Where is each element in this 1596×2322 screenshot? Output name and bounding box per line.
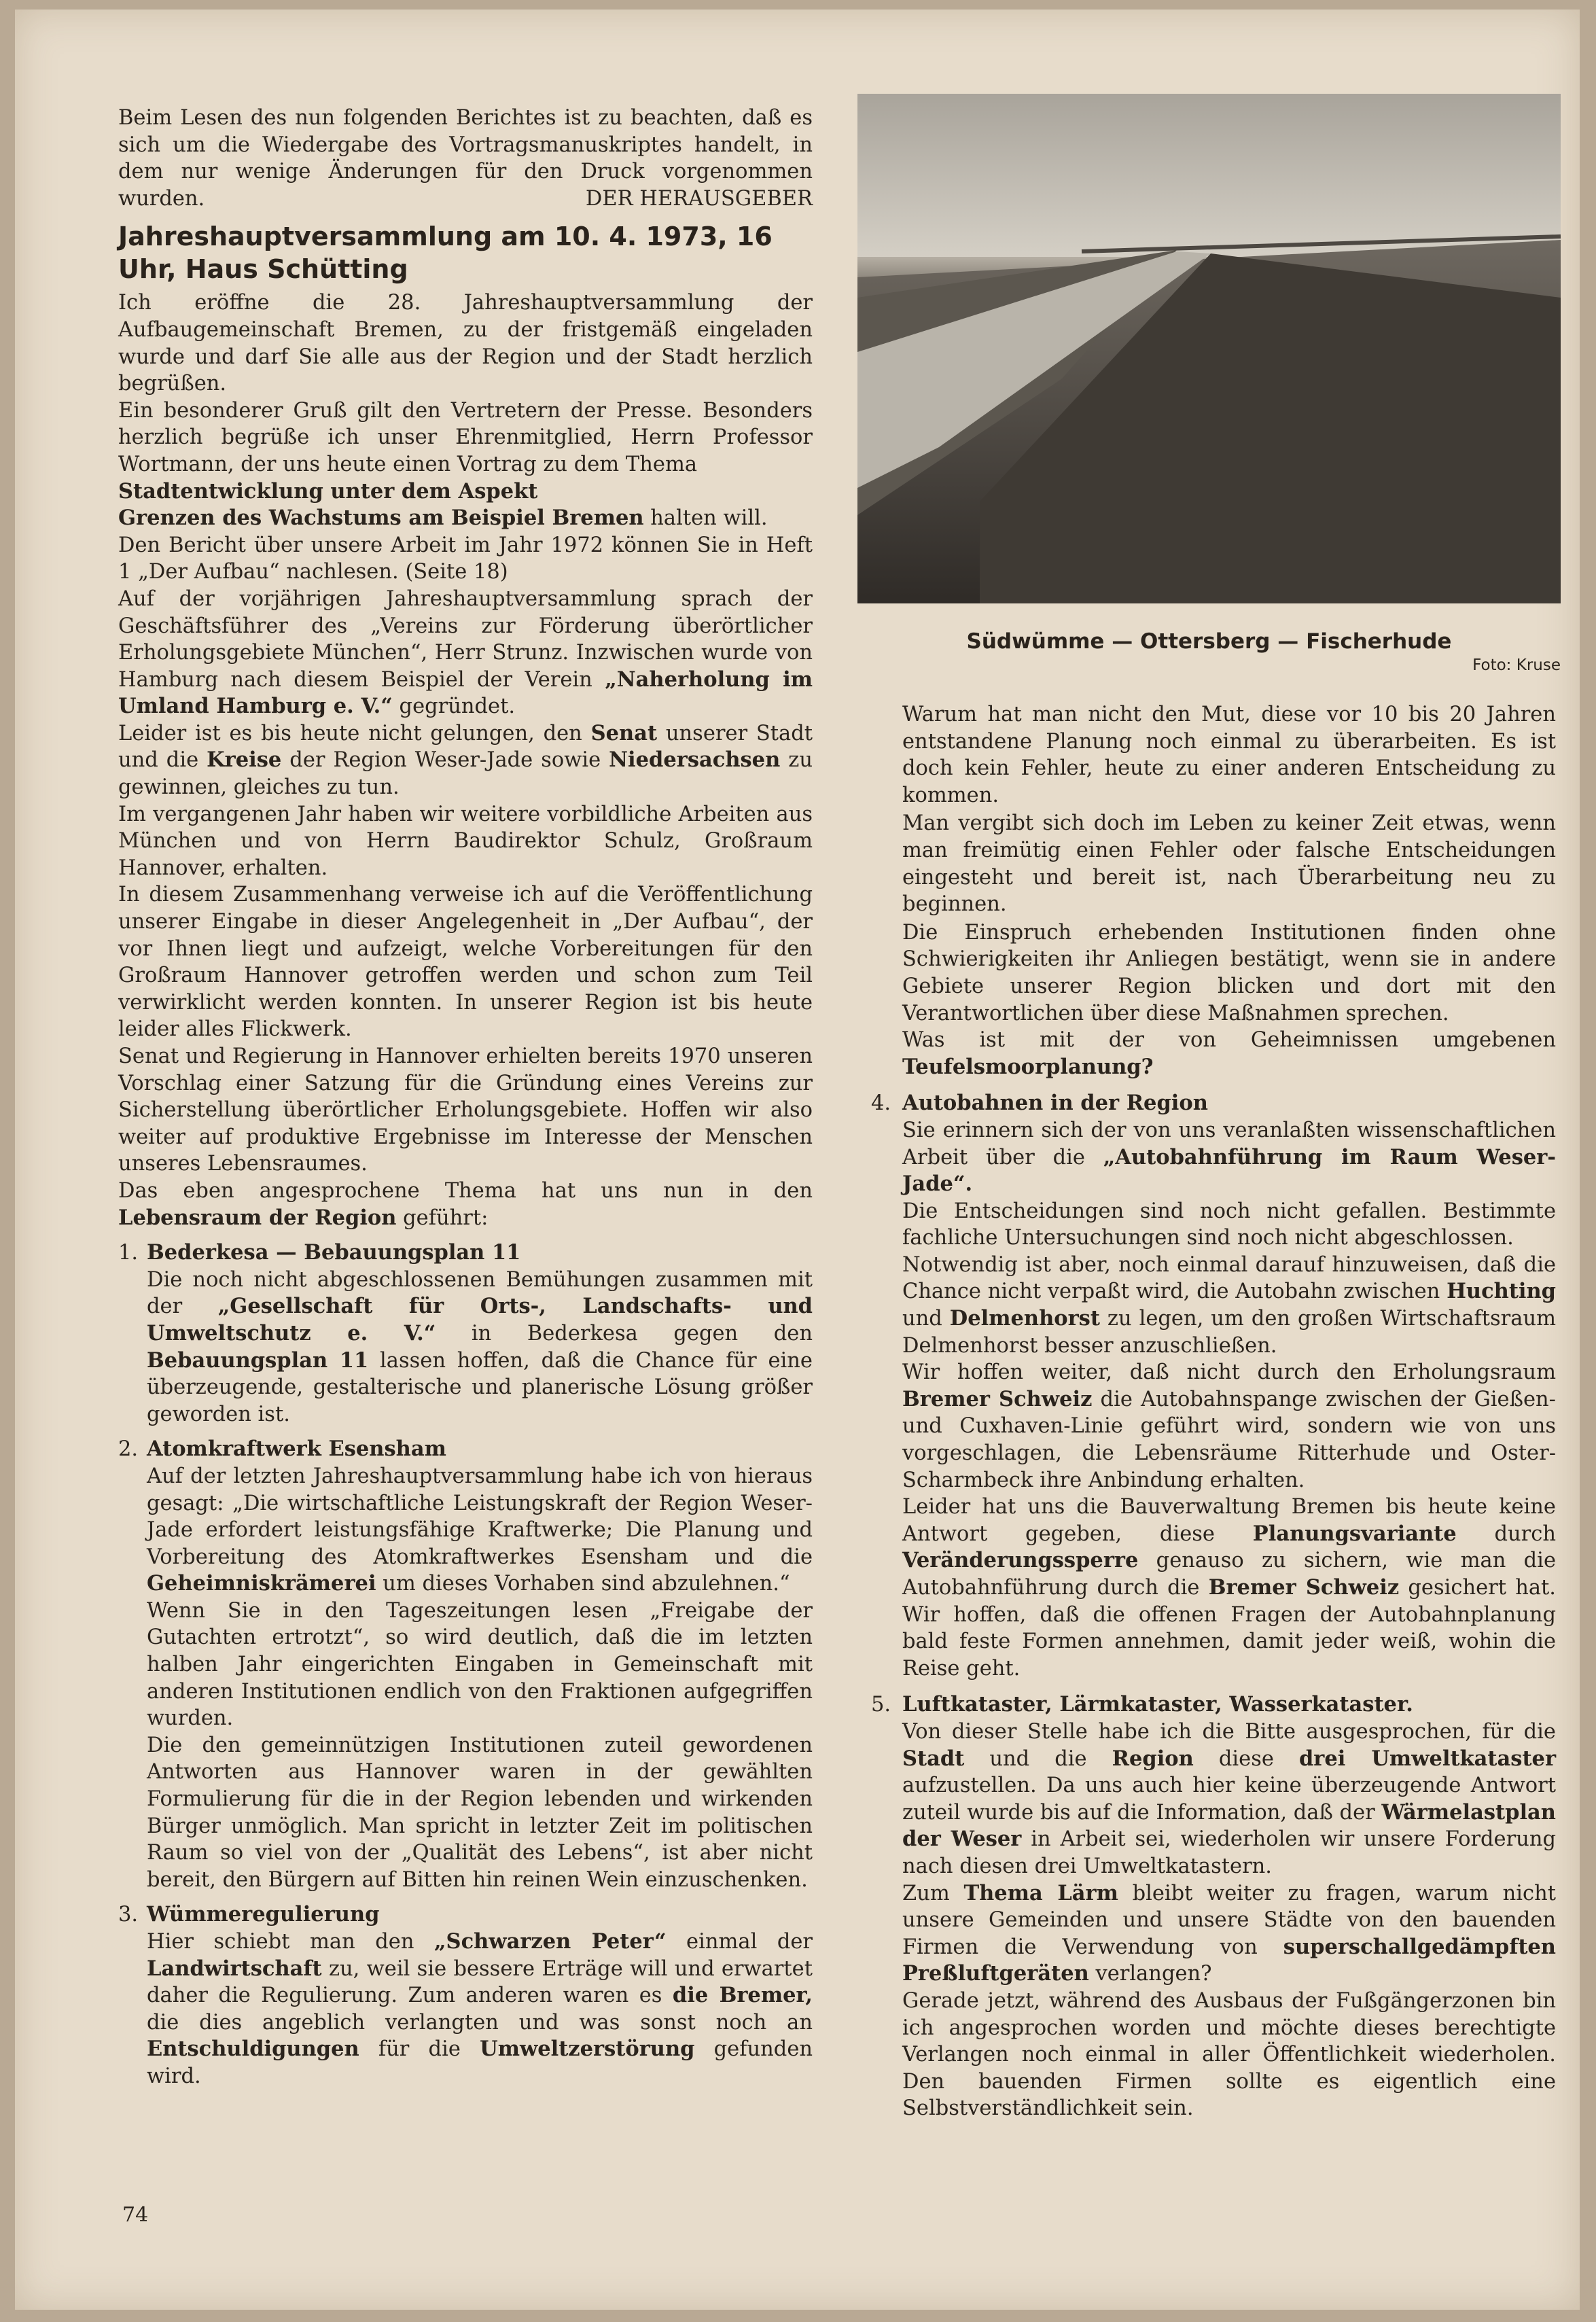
editor-signature: DER HERAUSGEBER bbox=[585, 186, 813, 211]
bold-span: „Autobahnführung im Raum Weser-Jade“. bbox=[902, 1144, 1556, 1197]
item-number: 3. bbox=[118, 1903, 139, 1927]
text-span: in Arbeit sei, wiederholen wir unsere Forderung nach diesen drei Umweltkatastern. bbox=[902, 1827, 1556, 1878]
paragraph: Die Entscheidungen sind noch nicht gefallen. Bestimmte fachliche Untersuchungen sind noch nicht abgeschlossen. bbox=[902, 1199, 1556, 1250]
bold-span: Entschuldigungen bbox=[147, 2037, 359, 2062]
text-span: zu gewinnen, gleiches zu tun. bbox=[118, 748, 813, 800]
paragraph: Im vergangenen Jahr haben wir weitere vorbildliche Arbeiten aus München und von Herrn Baudirektor Schulz, Großraum Hannover, erhalten. bbox=[118, 802, 813, 880]
bold-span: Kreise bbox=[207, 747, 282, 773]
text-span: Zum bbox=[902, 1881, 950, 1905]
item-number: 5. bbox=[871, 1693, 891, 1717]
text-span: einmal der bbox=[686, 1930, 813, 1954]
text-span: gesichert hat. Wir hoffen, daß die offenen Fragen der Autobahnplanung bald feste Formen annehmen, damit jeder weiß, wohin die Reise geht. bbox=[902, 1576, 1556, 1681]
text-span: die dies angeblich verlangten und was sonst noch an bbox=[147, 2010, 813, 2035]
lecture-topic-bold: Grenzen des Wachstums am Beispiel Bremen bbox=[118, 506, 644, 531]
text-span: gegründet. bbox=[399, 694, 516, 719]
text-span: lassen hoffen, daß die Chance für eine überzeugende, gestalterische und planerische Lösung größer geworden ist. bbox=[147, 1348, 813, 1426]
paragraph: Die Einspruch erhebenden Institutionen finden ohne Schwierigkeiten ihr Anliegen bestätigt, wenn sie in andere Gebiete unserer Region blicken und dort mit den Verantwortlichen über diese Maßnahmen sprechen. bbox=[902, 920, 1556, 1025]
paragraph bbox=[118, 1178, 813, 1231]
bold-span: „Naherholung im Umland Hamburg e. V.“ bbox=[118, 667, 813, 719]
text-span: die Autobahnspange zwischen der Gießen- und Cuxhaven-Linie geführt wird, sondern wie von uns vorgeschlagen, die Lebensräume Ritterhude und Oster-Scharmbeck ihre Anbindung erhalten. bbox=[902, 1387, 1556, 1492]
paragraph bbox=[118, 586, 813, 720]
bold-span: Bremer Schweiz bbox=[1208, 1575, 1400, 1600]
paragraph: In diesem Zusammenhang verweise ich auf die Veröffentlichung unserer Eingabe in dieser Angelegenheit in „Der Aufbau“, der vor Ihnen liegt und aufzeigt, welche Vorbereitungen für den Großraum Hannover getroffen werden und schon zum Teil verwirklicht werden konnten. In unserer Region ist bis heute leider alles Flickwerk. bbox=[118, 883, 813, 1042]
photo-illustration bbox=[857, 94, 1561, 603]
item-heading: Atomkraftwerk Esensham bbox=[147, 1437, 446, 1462]
text-span: bleibt weiter zu fragen, warum nicht unsere Gemeinden und unsere Städte von den bauenden Firmen die Verwendung von bbox=[902, 1881, 1557, 1959]
text-span: zu, weil sie bessere Erträge will und erwartet daher die Regulierung. Zum anderen waren es bbox=[147, 1956, 813, 2008]
text-span: Die noch nicht abgeschlossenen Bemühungen zusammen mit der bbox=[147, 1267, 813, 1319]
text-span: gefunden wird. bbox=[147, 2037, 813, 2088]
right-column bbox=[856, 701, 1556, 2122]
text-span: geführt: bbox=[403, 1206, 489, 1230]
bold-span: Niedersachsen bbox=[609, 747, 781, 773]
paragraph bbox=[147, 1267, 813, 1428]
text-span: und die bbox=[989, 1746, 1087, 1771]
bold-span: Thema Lärm bbox=[963, 1880, 1118, 1905]
list-item-5 bbox=[856, 1691, 1556, 2122]
list-item-3 bbox=[118, 1901, 813, 2090]
text-span: in Bederkesa gegen den bbox=[471, 1321, 813, 1345]
text-span: Leider ist es bis heute nicht gelungen, den bbox=[118, 721, 582, 745]
bold-span: Teufelsmoorplanung? bbox=[902, 1054, 1154, 1079]
text-span: um dieses Vorhaben sind abzulehnen.“ bbox=[383, 1572, 790, 1596]
text-span: Auf der letzten Jahreshauptversammlung habe ich von hieraus gesagt: „Die wirtschaftliche Leistungskraft der Region Weser-Jade erfordert leistungsfähige Kraftwerke; Die Planung und Vorbereitung des Atomkraftwerkes Esensham und die bbox=[147, 1464, 813, 1569]
paragraph: Ich eröffne die 28. Jahreshauptversammlung der Aufbaugemeinschaft Bremen, zu der fristgemäß eingeladen wurde und darf Sie alle aus der Region und der Stadt herzlich begrüßen. bbox=[118, 291, 813, 396]
left-column bbox=[118, 105, 813, 2090]
bold-span: die Bremer, bbox=[672, 1983, 813, 2008]
text-span: Sie erinnern sich der von uns veranlaßten wissenschaftlichen Arbeit über die bbox=[902, 1118, 1556, 1169]
bold-span: Delmenhorst bbox=[949, 1306, 1100, 1331]
paragraph bbox=[902, 1117, 1556, 1198]
bold-span: Umweltzerstörung bbox=[480, 2037, 695, 2062]
photo-caption: Südwümme — Ottersberg — Fischerhude bbox=[966, 629, 1452, 654]
lecture-topic-line-1: Stadtentwicklung unter dem Aspekt bbox=[118, 478, 538, 504]
item-number: 1. bbox=[118, 1241, 139, 1265]
text-span: durch bbox=[1494, 1521, 1556, 1546]
editor-note-text: Beim Lesen des nun folgenden Berichtes ist zu beachten, daß es sich um die Wiedergabe des Vortragsmanuskriptes handelt, in dem nur wenige Änderungen für den Druck vorgenommen wurden. bbox=[118, 106, 813, 211]
text-span: Wir hoffen weiter, daß nicht durch den Erholungsraum bbox=[902, 1360, 1556, 1385]
bold-span: Landwirtschaft bbox=[147, 1956, 322, 1981]
item-heading: Luftkataster, Lärmkataster, Wasserkataster. bbox=[902, 1692, 1413, 1717]
text-span: Hier schiebt man den bbox=[147, 1930, 414, 1954]
text-span: Leider hat uns die Bauverwaltung Bremen bis heute keine Antwort gegeben, diese bbox=[902, 1495, 1556, 1546]
paragraph: Wenn Sie in den Tageszeitungen lesen „Freigabe der Gutachten ertrotzt“, so wird deutlich, daß die im letzten halben Jahr eingerichten Eingaben in Gemeinschaft mit anderen Institutionen endlich von den Fraktionen aufgegriffen wurden. bbox=[147, 1598, 813, 1731]
text-span: diese bbox=[1218, 1746, 1274, 1771]
paragraph: Die den gemeinnützigen Institutionen zuteil gewordenen Antworten aus Hannover waren in der gewählten Formulierung für die in der Region lebenden und wirkenden Bürger unmöglich. Man spricht in letzter Zeit im politischen Raum so viel von der „Qualität des Lebens“, ist aber nicht bereit, den Bürgern auf Bitten hin reinen Wein einzuschenken. bbox=[147, 1733, 813, 1892]
paragraph: Den Bericht über unsere Arbeit im Jahr 1972 können Sie in Heft 1 „Der Aufbau“ nachlesen. (Seite 18) bbox=[118, 533, 813, 584]
paragraph bbox=[147, 1463, 813, 1598]
paragraph bbox=[902, 1027, 1556, 1080]
item-number: 4. bbox=[871, 1091, 891, 1116]
bold-span: superschallgedämpften Preßluftgeräten bbox=[902, 1934, 1556, 1986]
text-span: und bbox=[902, 1307, 942, 1331]
bold-span: Lebensraum der Region bbox=[118, 1205, 397, 1230]
paragraph bbox=[118, 720, 813, 801]
page bbox=[15, 10, 1580, 2310]
paragraph bbox=[902, 1252, 1556, 1359]
text-span: verlangen? bbox=[1095, 1962, 1212, 1986]
editor-note bbox=[118, 105, 813, 212]
item-3-continued bbox=[856, 701, 1556, 1080]
paragraph bbox=[147, 1929, 813, 2090]
text-span: aufzustellen. Da uns auch hier keine überzeugende Antwort zuteil wurde bis auf die Information, daß der bbox=[902, 1774, 1556, 1825]
bold-span: Geheimniskrämerei bbox=[147, 1571, 376, 1596]
bold-span: Stadt bbox=[902, 1746, 965, 1771]
bold-span: Wärmelastplan der Weser bbox=[902, 1799, 1556, 1852]
text-span: Was ist mit der von Geheimnissen umgebenen bbox=[902, 1028, 1556, 1053]
paragraph bbox=[902, 1719, 1556, 1880]
list-item-2 bbox=[118, 1436, 813, 1893]
text-span: Das eben angesprochene Thema hat uns nun in den bbox=[118, 1178, 813, 1203]
bold-span: Planungsvariante bbox=[1252, 1521, 1457, 1546]
text-span: unserer Stadt und die bbox=[118, 721, 813, 773]
text-span: Auf der vorjährigen Jahreshauptversammlung sprach der Geschäftsführer des „Vereins zur Förderung überörtlicher Erholungsgebiete München“, Herr Strunz. Inzwischen wurde von Hamburg nach diesem Beispiel der Verein bbox=[118, 586, 813, 692]
paragraph bbox=[902, 1494, 1556, 1682]
text-span: genauso zu sichern, wie man die Autobahnführung durch die bbox=[902, 1549, 1556, 1600]
text-span: halten will. bbox=[650, 506, 768, 531]
article-title: Jahreshauptversammlung am 10. 4. 1973, 16 Uhr, Haus Schütting bbox=[118, 222, 773, 285]
list-item-1 bbox=[118, 1239, 813, 1428]
text-span: Notwendig ist aber, noch einmal darauf hinzuweisen, daß die Chance nicht verpaßt wird, die Autobahn zwischen bbox=[902, 1252, 1556, 1304]
photo-credit: Foto: Kruse bbox=[1472, 656, 1561, 674]
bold-span: Senat bbox=[590, 720, 658, 745]
bold-span: Bebauungsplan 11 bbox=[147, 1348, 369, 1373]
item-heading: Autobahnen in der Region bbox=[902, 1091, 1208, 1116]
bold-span: Region bbox=[1112, 1746, 1194, 1771]
bold-span: Veränderungssperre bbox=[902, 1548, 1139, 1573]
page-number: 74 bbox=[122, 2203, 149, 2227]
bold-span: „Schwarzen Peter“ bbox=[434, 1929, 667, 1954]
text-span: Von dieser Stelle habe ich die Bitte ausgesprochen, für die bbox=[902, 1719, 1556, 1744]
text-span: zu legen, um den großen Wirtschaftsraum Delmenhorst besser anzuschließen. bbox=[902, 1307, 1557, 1358]
bold-span: Huchting bbox=[1447, 1279, 1556, 1304]
item-number: 2. bbox=[118, 1437, 139, 1462]
bold-span: Bremer Schweiz bbox=[902, 1386, 1093, 1411]
paragraph: Warum hat man nicht den Mut, diese vor 10 bis 20 Jahren entstandene Planung noch einmal zu überarbeiten. Es ist doch kein Fehler, heute zu einer anderen Entscheidung zu kommen. bbox=[902, 703, 1556, 807]
text-span: für die bbox=[378, 2037, 461, 2062]
text-span: der Region Weser-Jade sowie bbox=[289, 748, 601, 773]
item-heading: Wümmeregulierung bbox=[147, 1902, 380, 1927]
item-heading: Bederkesa — Bebauungsplan 11 bbox=[147, 1240, 521, 1265]
landscape-photo bbox=[857, 94, 1561, 603]
paragraph: Man vergibt sich doch im Leben zu keiner Zeit etwas, wenn man freimütig einen Fehler oder falsche Entscheidungen eingesteht und bereit ist, nach Überarbeitung neu zu beginnen. bbox=[902, 811, 1556, 917]
bold-span: „Gesellschaft für Orts-, Landschafts- und Umweltschutz e. V.“ bbox=[147, 1294, 813, 1345]
paragraph: Senat und Regierung in Hannover erhielten bereits 1970 unseren Vorschlag einer Satzung für die Gründung eines Vereins zur Sicherstellung überörtlicher Erholungsgebiete. Hoffen wir also weiter auf produktive Ergebnisse im Interesse der Menschen unseres Lebensraumes. bbox=[118, 1044, 813, 1176]
paragraph bbox=[902, 1880, 1556, 1988]
paragraph: Ein besonderer Gruß gilt den Vertretern der Presse. Besonders herzlich begrüße ich unser Ehrenmitglied, Herrn Professor Wortmann, der uns heute einen Vortrag zu dem Thema bbox=[118, 398, 813, 476]
paragraph: Gerade jetzt, während des Ausbaus der Fußgängerzonen bin ich angesprochen worden und möchte dieses berechtigte Verlangen noch einmal in aller Öffentlichkeit wiederholen. Den bauenden Firmen sollte es eigentlich eine Selbstverständlichkeit sein. bbox=[902, 1988, 1556, 2121]
paragraph bbox=[902, 1359, 1556, 1494]
list-item-4 bbox=[856, 1090, 1556, 1682]
lecture-topic-line-2 bbox=[118, 505, 813, 532]
bold-span: drei Umweltkataster bbox=[1298, 1746, 1557, 1771]
